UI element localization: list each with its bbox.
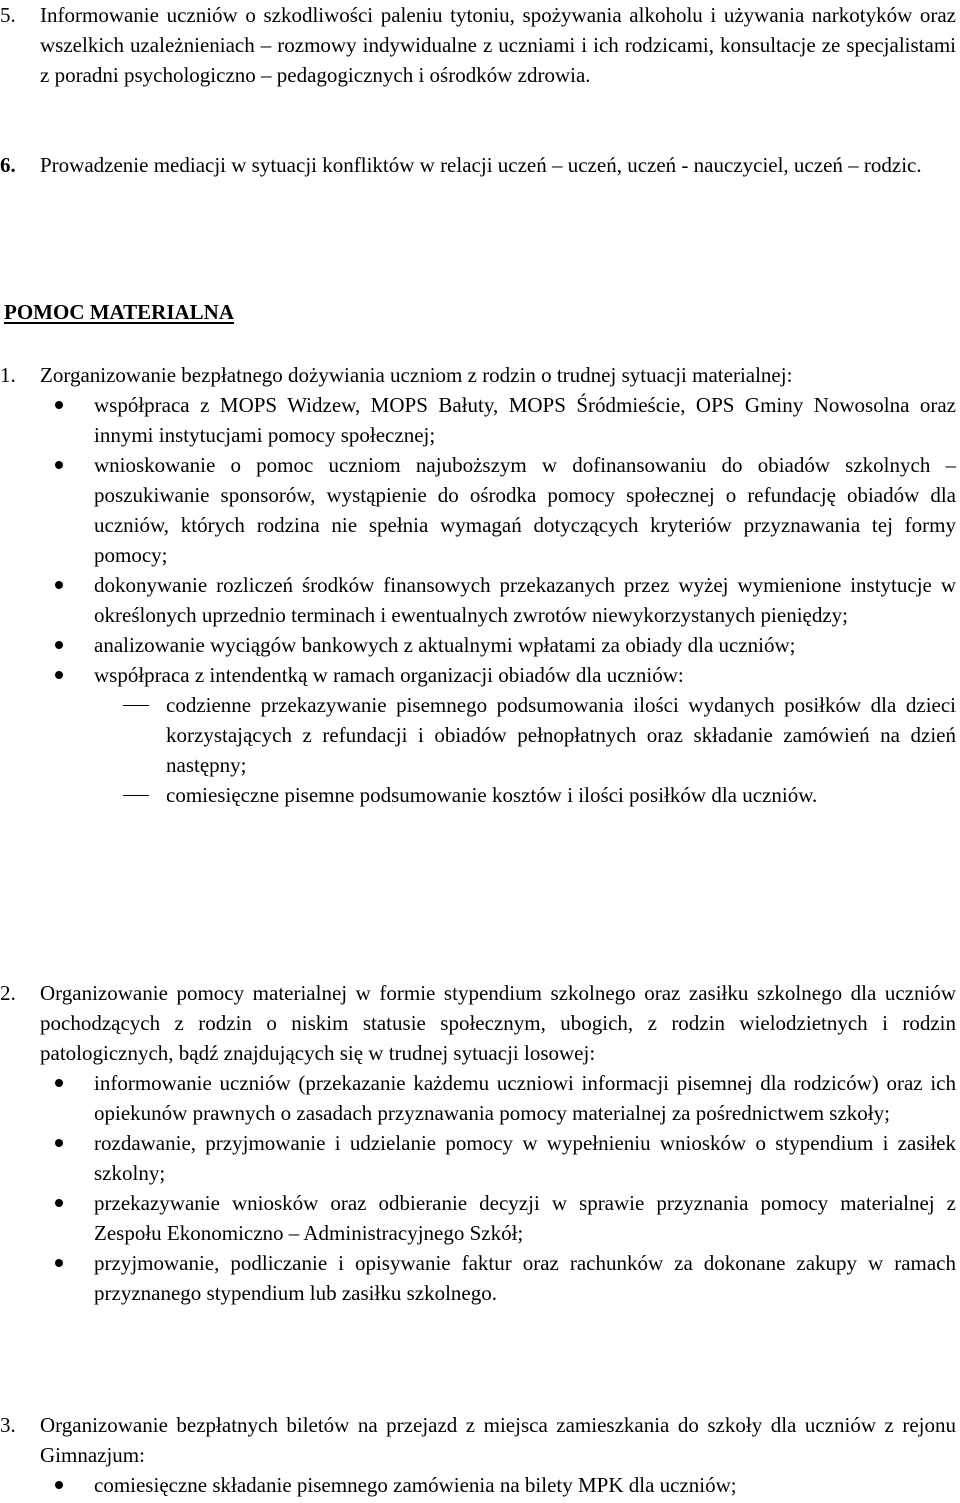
bullet-list [0, 390, 956, 690]
list-item-5 [0, 0, 956, 90]
bullet-item: współpraca z MOPS Widzew, MOPS Bałuty, MOPS Śródmieście, OPS Gminy Nowosolna oraz innymi instytucjami pomocy społecznej; [0, 390, 956, 450]
item-number: 5. [0, 3, 16, 27]
item-text: Zorganizowanie bezpłatnego dożywiania uczniom z rodzin o trudnej sytuacji materialnej: [40, 363, 793, 387]
bullet-item: dokonywanie rozliczeń środków finansowych przekazanych przez wyżej wymienione instytucje w określonych uprzednio terminach i ewentualnych zwrotów niewykorzystanych pieniędzy; [0, 570, 956, 630]
dash-list [0, 690, 956, 810]
section-item-3 [0, 1410, 956, 1500]
bullet-item: współpraca z intendentką w ramach organizacji obiadów dla uczniów: [0, 660, 956, 690]
section-item-2 [0, 978, 956, 1308]
dash-icon [123, 795, 149, 796]
bullet-item: informowanie uczniów (przekazanie każdemu uczniowi informacji pisemnej dla rodziców) oraz ich opiekunów prawnych o zasadach przyznawania pomocy materialnej za pośrednictwem szkoły; [0, 1068, 956, 1128]
dash-icon [123, 705, 149, 706]
bullet-icon [55, 641, 63, 649]
bullet-icon [55, 1259, 63, 1267]
bullet-list [0, 1068, 956, 1308]
bullet-icon [55, 1199, 63, 1207]
item-text: Informowanie uczniów o szkodliwości paleniu tytoniu, spożywania alkoholu i używania narkotyków oraz wszelkich uzależnieniach – rozmowy indywidualne z uczniami i ich rodzicami, konsultacje ze specjalistami z poradni psychologiczno – pedagogicznych i ośrodków zdrowia. [40, 3, 956, 87]
bullet-icon [55, 1079, 63, 1087]
item-number: 6. [0, 153, 16, 177]
list-item-6 [0, 150, 956, 180]
bullet-item: wnioskowanie o pomoc uczniom najuboższym w dofinansowaniu do obiadów szkolnych – poszukiwanie sponsorów, wystąpienie do ośrodka pomocy społecznej o refundację obiadów dla uczniów, których rodzina nie spełnia wymagań dotyczących kryteriów przyznawania tej formy pomocy; [0, 450, 956, 570]
section-item-1 [0, 360, 956, 810]
bullet-icon [55, 401, 63, 409]
bullet-icon [55, 461, 63, 469]
item-text: Prowadzenie mediacji w sytuacji konfliktów w relacji uczeń – uczeń, uczeń - nauczyciel, uczeń – rodzic. [40, 153, 922, 177]
bullet-icon [55, 1481, 63, 1489]
section-heading: POMOC MATERIALNA [4, 300, 235, 324]
bullet-icon [55, 1139, 63, 1147]
bullet-item: comiesięczne składanie pisemnego zamówienia na bilety MPK dla uczniów; [0, 1470, 956, 1500]
bullet-item: przyjmowanie, podliczanie i opisywanie faktur oraz rachunków za dokonane zakupy w ramach przyznanego stypendium lub zasiłku szkolnego. [0, 1248, 956, 1308]
item-text: Organizowanie bezpłatnych biletów na przejazd z miejsca zamieszkania do szkoły dla uczniów z rejonu Gimnazjum: [40, 1413, 956, 1467]
bullet-item: przekazywanie wniosków oraz odbieranie decyzji w sprawie przyznania pomocy materialnej z Zespołu Ekonomiczno – Administracyjnego Szkół; [0, 1188, 956, 1248]
bullet-list [0, 1470, 956, 1500]
dash-item: comiesięczne pisemne podsumowanie kosztów i ilości posiłków dla uczniów. [0, 780, 956, 810]
bullet-item: analizowanie wyciągów bankowych z aktualnymi wpłatami za obiady dla uczniów; [0, 630, 956, 660]
bullet-icon [55, 581, 63, 589]
item-number: 2. [0, 981, 16, 1005]
dash-item: codzienne przekazywanie pisemnego podsumowania ilości wydanych posiłków dla dzieci korzystających z refundacji i obiadów pełnopłatnych oraz składanie zamówień na dzień następny; [0, 690, 956, 780]
bullet-item: rozdawanie, przyjmowanie i udzielanie pomocy w wypełnieniu wniosków o stypendium i zasiłek szkolny; [0, 1128, 956, 1188]
item-number: 1. [0, 363, 16, 387]
item-text: Organizowanie pomocy materialnej w formie stypendium szkolnego oraz zasiłku szkolnego dla uczniów pochodzących z rodzin o niskim statusie społecznym, ubogich, z rodzin wielodzietnych i rodzin patologicznych, bądź znajdujących się w trudnej sytuacji losowej: [40, 981, 956, 1065]
bullet-icon [55, 671, 63, 679]
item-number: 3. [0, 1413, 16, 1437]
